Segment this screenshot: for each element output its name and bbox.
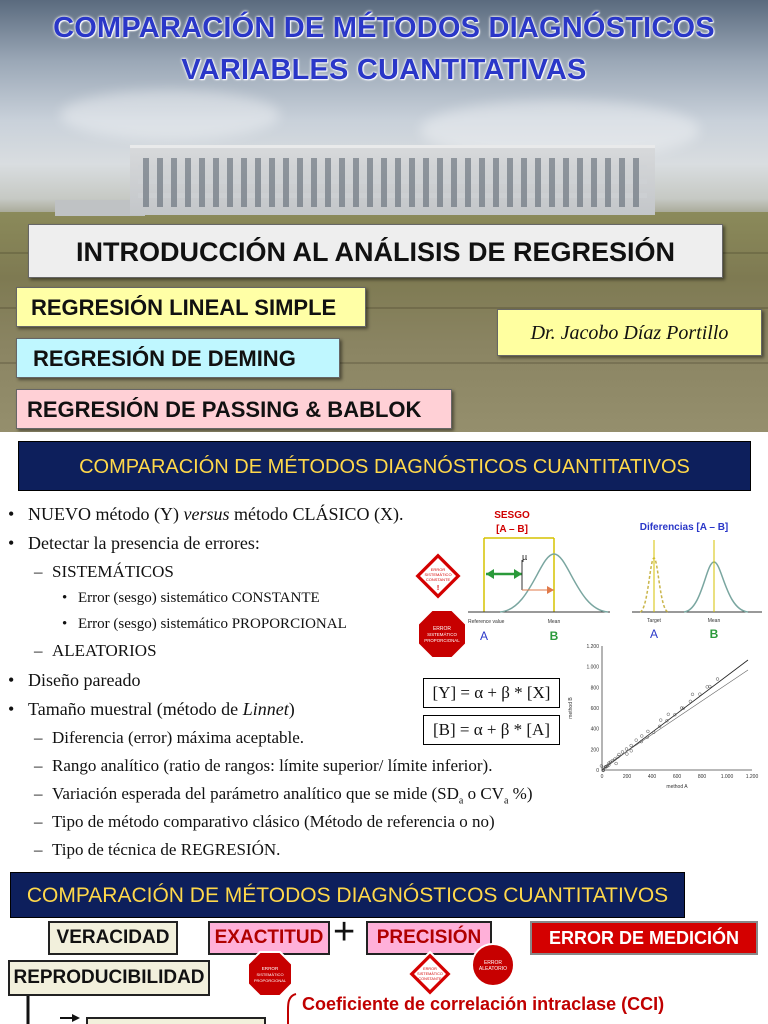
scatter-point [667,713,670,716]
svg-text:ALEATORIO: ALEATORIO [478,966,508,972]
svg-text:SISTEMÁTICO: SISTEMÁTICO [427,632,457,637]
scatter-y-label: method B [568,697,574,719]
svg-text:SISTEMÁTICO: SISTEMÁTICO [424,572,452,577]
diferencias-distribution-diagram [626,516,766,646]
reproducibilidad-box: REPRODUCIBILIDAD [8,960,210,996]
x-tick-label: 400 [647,774,657,780]
svg-text:SISTEMÁTICO: SISTEMÁTICO [417,972,443,976]
scatter-point [716,678,719,681]
svg-text:ERROR: ERROR [430,567,446,572]
warning-diamond-icon [406,950,454,998]
equation-b-a: [B] = α + β * [A] [423,715,560,745]
svg-text:!: ! [436,585,440,592]
y-tick-label: 400 [590,726,599,733]
plus-sign: + [333,911,356,953]
scatter-point [630,744,633,747]
main-subtitle: VARIABLES CUANTITATIVAS [181,54,587,86]
identity-line [602,670,748,768]
scatter-point [615,762,618,765]
dash: – [34,784,43,803]
item-analytical-range: Rango analítico (ratio de rangos: límite superior/ límite inferior). [52,756,493,775]
cloud-decoration [60,90,280,140]
regression-linear-label: REGRESIÓN LINEAL SIMPLE [16,287,366,327]
title-slide [0,0,768,432]
sub-sistematicos: SISTEMÁTICOS [52,562,174,581]
regression-passing-bablok-label: REGRESIÓN DE PASSING & BABLOK [16,389,452,429]
scatter-x-label: method A [666,784,688,790]
partial-box [86,1017,266,1024]
author-name: Dr. Jacobo Díaz Portillo [497,309,762,356]
scatter-point [630,749,633,752]
scatter-point [659,719,662,722]
main-title: COMPARACIÓN DE MÉTODOS DIAGNÓSTICOS [53,12,715,44]
y-tick-label: 800 [590,685,599,692]
dash: – [34,562,43,581]
bullet-dot: • [62,590,68,606]
item-expected-variation: Variación esperada del parámetro analítico que se mide ($SD_a$ o $CV_a$ %) [52,784,533,807]
x-tick-label: 1.200 [745,774,759,780]
svg-text:SISTEMÁTICO: SISTEMÁTICO [256,972,284,977]
scatter-point [635,739,638,742]
label-b: B [709,627,719,641]
cci-label: Coeficiente de correlación intraclase (CCI) [302,994,665,1014]
bullet-dot: • [8,533,15,553]
slide2-banner: COMPARACIÓN DE MÉTODOS DIAGNÓSTICOS CUANTITATIVOS [18,441,751,491]
dash: – [34,641,43,660]
svg-text:PROPORCIONAL: PROPORCIONAL [424,638,460,643]
dash: – [34,756,43,775]
svg-text:ERROR: ERROR [432,626,452,632]
svg-text:CONSTANTE: CONSTANTE [425,577,451,582]
intro-heading: INTRODUCCIÓN AL ANÁLISIS DE REGRESIÓN [28,224,723,278]
dash: – [34,840,43,859]
bullet-paired-design: Diseño pareado [28,670,141,690]
diferencias-title: Diferencias [A – B] [639,522,729,533]
x-tick-label: 800 [697,774,707,780]
label-b: B [549,629,559,643]
x-tick-label: 200 [622,774,632,780]
error-aleatorio-icon [470,942,516,988]
error-medicion-box: ERROR DE MEDICIÓN [530,921,758,955]
label-a: A [649,627,659,641]
bullet-dot: • [62,616,68,632]
scatter-point [621,751,624,754]
hospital-building [130,145,655,215]
sesgo-subtitle: [A – B] [496,524,528,535]
svg-text:ERROR: ERROR [483,960,503,966]
sub-aleatorios: ALEATORIOS [52,641,157,660]
precision-box: PRECISIÓN [366,921,492,955]
bullet-detect-errors: Detectar la presencia de errores: [28,533,260,553]
y-tick-label: 0 [596,768,599,774]
scatter-point [689,700,692,703]
svg-text:ERROR: ERROR [423,967,437,971]
x-tick-label: 1.000 [720,774,734,780]
label-a: A [479,629,489,643]
dash: – [34,728,43,747]
mean-label: Mean [707,618,721,624]
scatter-point [625,748,628,751]
svg-text:CONSTANTE: CONSTANTE [418,977,442,981]
bullet-sample-size: Tamaño muestral (método de Linnet) [28,699,295,719]
accuracy-slide [0,864,768,1024]
veracidad-box: VERACIDAD [48,921,178,955]
method-comparison-scatter [562,640,762,790]
svg-text:PROPORCIONAL: PROPORCIONAL [253,978,287,983]
sesgo-title: SESGO [494,510,530,521]
methods-slide [0,432,768,864]
mu-label: µ [522,552,528,562]
reference-value-label: Reference value [468,619,505,625]
target-label: Target [647,618,661,624]
error-constante-item: Error (sesgo) sistemático CONSTANTE [78,590,320,606]
scatter-point [646,730,649,733]
bullet-dot: • [8,670,15,690]
scatter-point [640,735,643,738]
bullet-dot: • [8,504,15,524]
slide3-banner: COMPARACIÓN DE MÉTODOS DIAGNÓSTICOS CUANTITATIVOS [10,872,685,918]
x-tick-label: 0 [600,774,604,780]
building-windows [138,158,647,207]
method-curve [684,562,748,612]
warning-diamond-icon [412,550,464,602]
dash: – [34,812,43,831]
mean-label: Mean [547,619,561,625]
item-max-error: Diferencia (error) máxima aceptable. [52,728,305,747]
y-tick-label: 1.000 [586,664,599,671]
svg-text:ERROR: ERROR [261,966,279,971]
error-proporcional-item: Error (sesgo) sistemático PROPORCIONAL [78,616,347,632]
stop-octagon-icon [416,608,468,660]
item-regression-technique: Tipo de técnica de REGRESIÓN. [52,840,281,859]
equation-y-x: [Y] = α + β * [X] [423,678,560,708]
scatter-point [691,693,694,696]
exactitud-box: EXACTITUD [208,921,330,955]
x-tick-label: 600 [672,774,682,780]
y-tick-label: 600 [590,706,599,712]
regression-deming-label: REGRESIÓN DE DEMING [16,338,340,378]
y-tick-label: 200 [590,747,599,754]
bullet-new-vs-classic: NUEVO método (Y) versus método CLÁSICO (X). [28,504,404,524]
bullet-dot: • [8,699,15,719]
scatter-point [625,753,628,756]
item-comparative-method: Tipo de método comparativo clásico (Método de referencia o no) [52,812,495,831]
scatter-point [698,693,701,696]
y-tick-label: 1.200 [586,644,599,650]
